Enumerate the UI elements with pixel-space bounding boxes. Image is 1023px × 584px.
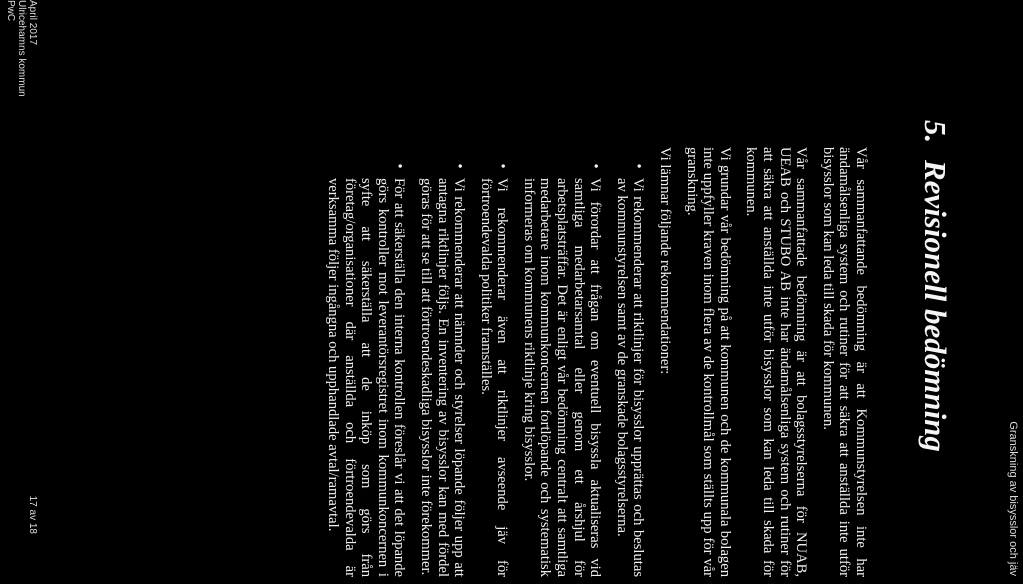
list-item [613,161,646,577]
section-heading [917,120,953,560]
footer-organization: Ulricehamns kommun [16,0,27,97]
section-body [314,147,869,577]
list-item [520,161,603,577]
footer-info [5,0,38,97]
list-item [477,161,510,577]
running-header: Granskning av bisysslor och jäv [1007,421,1019,576]
paragraph: Vi grundar vår bedömning på att kommunen och de kommunala bolagen inte uppfyller kraven inom flera av de kontrollmål som ställts upp för vår granskning. [683,147,733,577]
recommendation-list [324,147,646,577]
bullet-icon: • [391,163,408,169]
paragraph: Vår sammanfattade bedömning är att bolagsstyrelserna för NUAB, UEAB och STUBO AB inte har ändamålsenliga system och rutiner för att säkra att anställda inte utför bisysslor som kan leda till skada för kommunen. [743,147,810,577]
footer-date: April 2017 [27,0,38,46]
section-number: 5. [918,120,953,144]
paragraph: Vi lämnar följande rekommendationer: [657,147,674,375]
bullet-icon: • [451,163,468,169]
footer-firm: PwC [5,0,16,22]
paragraph: Vår sammanfattande bedömning är att Kommunstyrelsen inte har ändamålsenliga system och rutiner för att säkra att anställda inte utför bisysslor som kan leda till skada för kommunen. [819,147,869,577]
list-item [324,161,407,577]
list-item [417,161,467,577]
section-title: Revisionell bedömning [918,160,953,452]
list-item-text: Vi förordar att frågan om eventuell bisyssla aktualiseras vid samtliga medarbetarsamtal eller genom ett årshjul för arbetsplatsträffar. Det är enligt vår bedömning centralt att samtliga medarbetare inom kommunkoncernen fortlöpande och systematisk informeras om kommunens riktlinje kring bisysslor. [520,178,604,577]
list-item-text: För att säkerställa den interna kontrollen föreslår vi att det löpande görs kontroller mot leverantörsregistret inom kommunkoncernen i syfte att säkerställa att de inköp som görs från företag/organisationer där anställda och förtroendevalda är verksamma följer ingångna och upphandlade avtal/ramavtal. [324,178,408,577]
bullet-icon: • [630,163,647,169]
list-item-text: Vi rekommenderar att riktlinjer för bisysslor upprättas och beslutas av kommunstyrelsen samt av de granskade bolagsstyrelserna. [613,178,647,577]
bullet-icon: • [494,163,511,169]
page-number: 17 av 18 [27,495,38,534]
list-item-text: Vi rekommenderar att nämnder och styrelser löpande följer upp att antagna riktlinjer följs. En inventering av bisysslor kan med fördel göras för att se till att förtroendeskadliga bisysslor inte förekommer. [417,178,468,577]
list-item-text: Vi rekommenderar även att riktlinjer avseende jäv för förtroendevalda politiker framställes. [477,178,511,577]
bullet-icon: • [587,163,604,169]
